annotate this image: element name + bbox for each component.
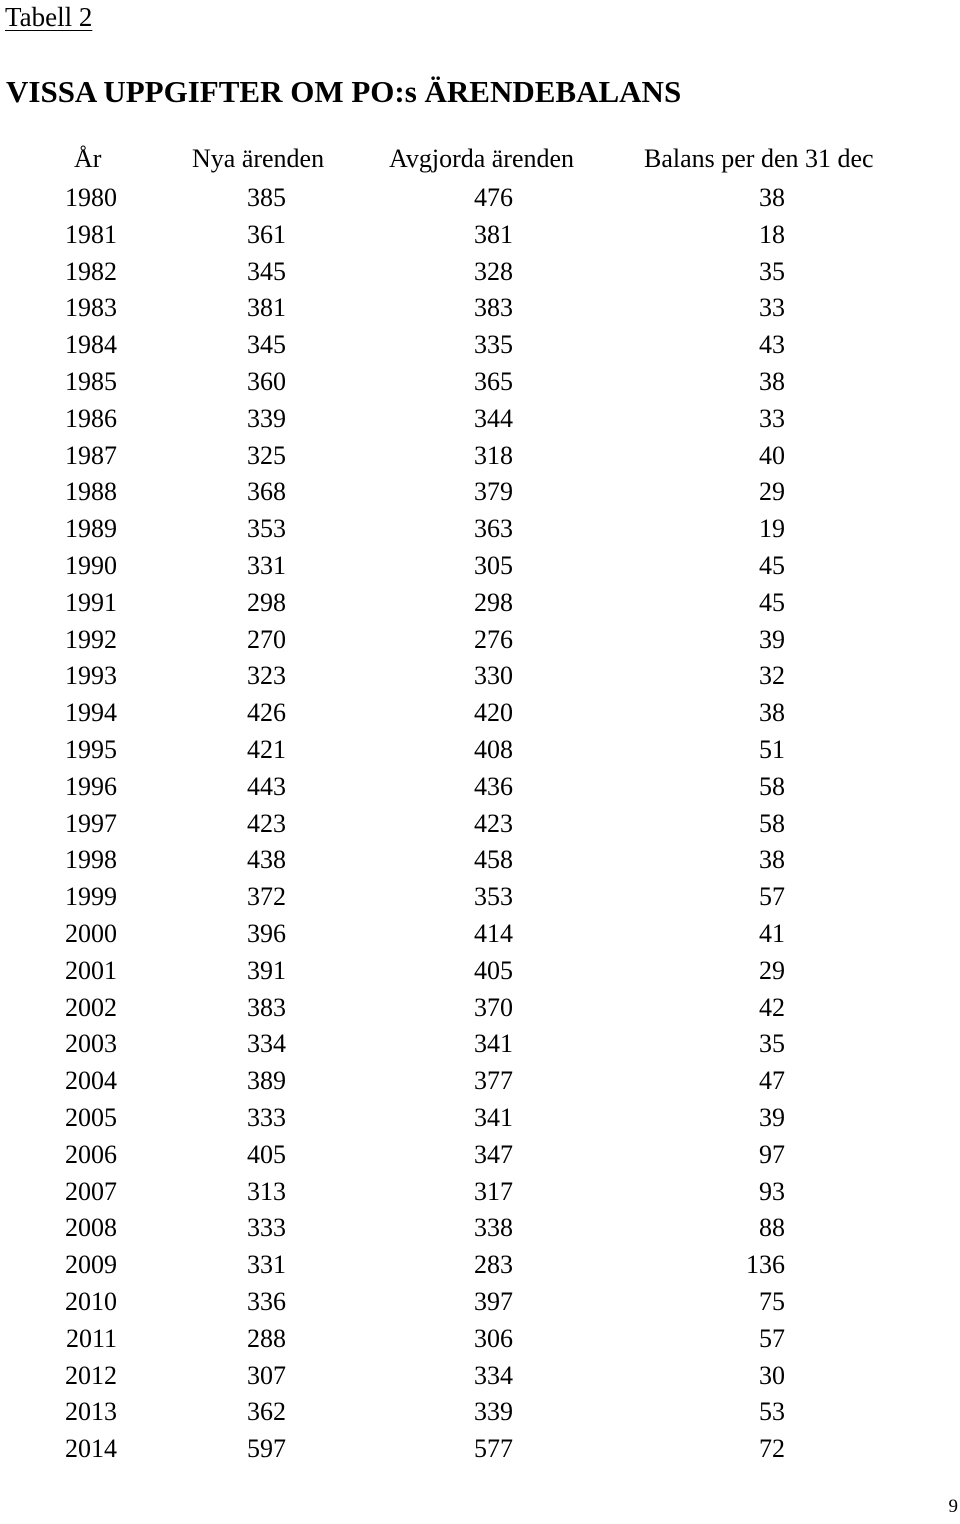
table-row	[0, 953, 960, 990]
cell-decided-cases: 370	[474, 992, 513, 1022]
cell-year: 1998	[65, 845, 117, 875]
table-row	[0, 254, 960, 291]
cell-balance: 97	[759, 1139, 785, 1169]
cell-decided-cases: 318	[474, 440, 513, 470]
cell-balance: 93	[759, 1176, 785, 1206]
cell-new-cases: 360	[247, 366, 286, 396]
cell-new-cases: 381	[247, 293, 286, 323]
cell-year: 2009	[65, 1250, 117, 1280]
cell-new-cases: 362	[247, 1397, 286, 1427]
table-row	[0, 180, 960, 217]
cell-decided-cases: 423	[474, 808, 513, 838]
table-row	[0, 290, 960, 327]
table-row	[0, 1431, 960, 1468]
table-row	[0, 1247, 960, 1284]
cell-new-cases: 345	[247, 330, 286, 360]
table-row	[0, 1063, 960, 1100]
table-row	[0, 548, 960, 585]
page-title: VISSA UPPGIFTER OM PO:s ÄRENDEBALANS	[6, 74, 682, 109]
cell-year: 2004	[65, 1066, 117, 1096]
cell-year: 1990	[65, 550, 117, 580]
cell-decided-cases: 317	[474, 1176, 513, 1206]
table-row	[0, 1174, 960, 1211]
cell-year: 2001	[65, 955, 117, 985]
cell-balance: 30	[759, 1360, 785, 1390]
cell-balance: 42	[759, 992, 785, 1022]
cell-balance: 38	[759, 845, 785, 875]
cell-balance: 47	[759, 1066, 785, 1096]
cell-year: 1994	[65, 698, 117, 728]
cell-new-cases: 334	[247, 1029, 286, 1059]
cell-balance: 38	[759, 698, 785, 728]
cell-decided-cases: 458	[474, 845, 513, 875]
cell-balance: 40	[759, 440, 785, 470]
cell-balance: 75	[759, 1286, 785, 1316]
cell-decided-cases: 365	[474, 366, 513, 396]
cell-new-cases: 325	[247, 440, 286, 470]
table-row	[0, 1210, 960, 1247]
cell-decided-cases: 341	[474, 1029, 513, 1059]
table-row	[0, 438, 960, 475]
table-row	[0, 1026, 960, 1063]
cell-decided-cases: 379	[474, 477, 513, 507]
table-row	[0, 1100, 960, 1137]
cell-balance: 88	[759, 1213, 785, 1243]
table-row	[0, 695, 960, 732]
table-row	[0, 217, 960, 254]
cell-decided-cases: 276	[474, 624, 513, 654]
cell-year: 1996	[65, 771, 117, 801]
cell-balance: 58	[759, 808, 785, 838]
cell-new-cases: 383	[247, 992, 286, 1022]
cell-year: 2010	[65, 1286, 117, 1316]
table-row	[0, 1137, 960, 1174]
cell-year: 2003	[65, 1029, 117, 1059]
cell-year: 1985	[65, 366, 117, 396]
cell-new-cases: 438	[247, 845, 286, 875]
column-header-decided-cases: Avgjorda ärenden	[389, 144, 575, 173]
table-row	[0, 364, 960, 401]
cell-decided-cases: 306	[474, 1323, 513, 1353]
cell-decided-cases: 339	[474, 1397, 513, 1427]
cell-new-cases: 385	[247, 183, 286, 212]
table-row	[0, 990, 960, 1027]
cell-new-cases: 423	[247, 808, 286, 838]
cell-decided-cases: 577	[474, 1434, 513, 1464]
table-row	[0, 769, 960, 806]
cell-new-cases: 339	[247, 403, 286, 433]
cell-balance: 38	[759, 183, 785, 212]
cell-year: 2013	[65, 1397, 117, 1427]
table-row	[0, 879, 960, 916]
cell-new-cases: 331	[247, 1250, 286, 1280]
cell-year: 1991	[65, 587, 117, 617]
cell-decided-cases: 476	[474, 183, 513, 212]
cell-decided-cases: 335	[474, 330, 513, 360]
cell-year: 2012	[65, 1360, 117, 1390]
cell-balance: 39	[759, 624, 785, 654]
table-row	[0, 401, 960, 438]
cell-year: 2014	[65, 1434, 117, 1464]
cell-new-cases: 443	[247, 771, 286, 801]
table-row	[0, 585, 960, 622]
cell-balance: 33	[759, 293, 785, 323]
cell-decided-cases: 420	[474, 698, 513, 728]
page-number: 9	[948, 1496, 958, 1517]
cell-balance: 32	[759, 661, 785, 691]
cell-balance: 58	[759, 771, 785, 801]
cell-balance: 39	[759, 1102, 785, 1132]
cell-balance: 29	[759, 955, 785, 985]
table-row	[0, 1358, 960, 1395]
cell-balance: 38	[759, 366, 785, 396]
cell-balance: 41	[759, 918, 785, 948]
table-row	[0, 474, 960, 511]
cell-balance: 18	[759, 219, 785, 249]
cell-year: 1987	[65, 440, 117, 470]
cell-decided-cases: 353	[474, 882, 513, 912]
cell-balance: 57	[759, 882, 785, 912]
cell-year: 2002	[65, 992, 117, 1022]
cell-year: 2000	[65, 918, 117, 948]
cell-balance: 19	[759, 514, 785, 544]
cell-balance: 33	[759, 403, 785, 433]
cell-new-cases: 391	[247, 955, 286, 985]
cell-decided-cases: 377	[474, 1066, 513, 1096]
cell-year: 1984	[65, 330, 117, 360]
table-row	[0, 732, 960, 769]
table-header	[0, 141, 960, 177]
cell-decided-cases: 363	[474, 514, 513, 544]
cell-year: 1995	[65, 734, 117, 764]
cell-year: 1982	[65, 256, 117, 286]
cell-new-cases: 421	[247, 734, 286, 764]
cell-new-cases: 368	[247, 477, 286, 507]
cell-new-cases: 405	[247, 1139, 286, 1169]
cell-balance: 53	[759, 1397, 785, 1427]
cell-balance: 43	[759, 330, 785, 360]
cell-new-cases: 396	[247, 918, 286, 948]
cell-new-cases: 331	[247, 550, 286, 580]
table-row	[0, 806, 960, 843]
cell-decided-cases: 397	[474, 1286, 513, 1316]
table-row	[0, 916, 960, 953]
cell-decided-cases: 344	[474, 403, 513, 433]
cell-new-cases: 389	[247, 1066, 286, 1096]
cell-balance: 29	[759, 477, 785, 507]
column-header-balance: Balans per den 31 dec	[644, 144, 874, 173]
cell-balance: 35	[759, 1029, 785, 1059]
cell-year: 2008	[65, 1213, 117, 1243]
cell-decided-cases: 383	[474, 293, 513, 323]
cell-new-cases: 313	[247, 1176, 286, 1206]
cell-new-cases: 372	[247, 882, 286, 912]
cell-balance: 57	[759, 1323, 785, 1353]
cell-new-cases: 307	[247, 1360, 286, 1390]
cell-balance: 45	[759, 550, 785, 580]
cell-decided-cases: 408	[474, 734, 513, 764]
cell-decided-cases: 283	[474, 1250, 513, 1280]
cell-new-cases: 333	[247, 1102, 286, 1132]
cell-balance: 35	[759, 256, 785, 286]
cell-balance: 136	[746, 1250, 785, 1280]
cell-balance: 72	[759, 1434, 785, 1464]
cell-new-cases: 361	[247, 219, 286, 249]
cell-new-cases: 270	[247, 624, 286, 654]
cell-decided-cases: 328	[474, 256, 513, 286]
table-body	[0, 180, 960, 1468]
table-row	[0, 1284, 960, 1321]
cell-year: 1999	[65, 882, 117, 912]
cell-new-cases: 426	[247, 698, 286, 728]
cell-year: 1983	[65, 293, 117, 323]
cell-decided-cases: 330	[474, 661, 513, 691]
cell-new-cases: 323	[247, 661, 286, 691]
table-row	[0, 622, 960, 659]
cell-balance: 45	[759, 587, 785, 617]
cell-decided-cases: 298	[474, 587, 513, 617]
table-label: Tabell 2	[5, 2, 93, 32]
cell-year: 1981	[65, 219, 117, 249]
table-row	[0, 658, 960, 695]
cell-year: 1980	[65, 183, 117, 212]
cell-decided-cases: 341	[474, 1102, 513, 1132]
cell-new-cases: 333	[247, 1213, 286, 1243]
cell-new-cases: 353	[247, 514, 286, 544]
table-row	[0, 1394, 960, 1431]
cell-new-cases: 336	[247, 1286, 286, 1316]
cell-year: 2007	[65, 1176, 117, 1206]
cell-decided-cases: 381	[474, 219, 513, 249]
cell-decided-cases: 334	[474, 1360, 513, 1390]
cell-new-cases: 597	[247, 1434, 286, 1464]
cell-new-cases: 345	[247, 256, 286, 286]
cell-year: 1992	[65, 624, 117, 654]
cell-decided-cases: 338	[474, 1213, 513, 1243]
cell-decided-cases: 414	[474, 918, 513, 948]
cell-year: 1997	[65, 808, 117, 838]
cell-year: 2005	[65, 1102, 117, 1132]
table-row	[0, 842, 960, 879]
table-row	[0, 1321, 960, 1358]
cell-new-cases: 298	[247, 587, 286, 617]
cell-year: 2006	[65, 1139, 117, 1169]
cell-year: 1993	[65, 661, 117, 691]
cell-year: 1986	[65, 403, 117, 433]
cell-decided-cases: 347	[474, 1139, 513, 1169]
column-header-year: År	[74, 144, 102, 173]
cell-decided-cases: 436	[474, 771, 513, 801]
cell-year: 2011	[65, 1323, 117, 1353]
table-row	[0, 327, 960, 364]
cell-year: 1989	[65, 514, 117, 544]
cell-new-cases: 288	[247, 1323, 286, 1353]
column-header-new-cases: Nya ärenden	[192, 144, 325, 173]
cell-balance: 51	[759, 734, 785, 764]
table-row	[0, 511, 960, 548]
cell-year: 1988	[65, 477, 117, 507]
cell-decided-cases: 405	[474, 955, 513, 985]
cell-decided-cases: 305	[474, 550, 513, 580]
